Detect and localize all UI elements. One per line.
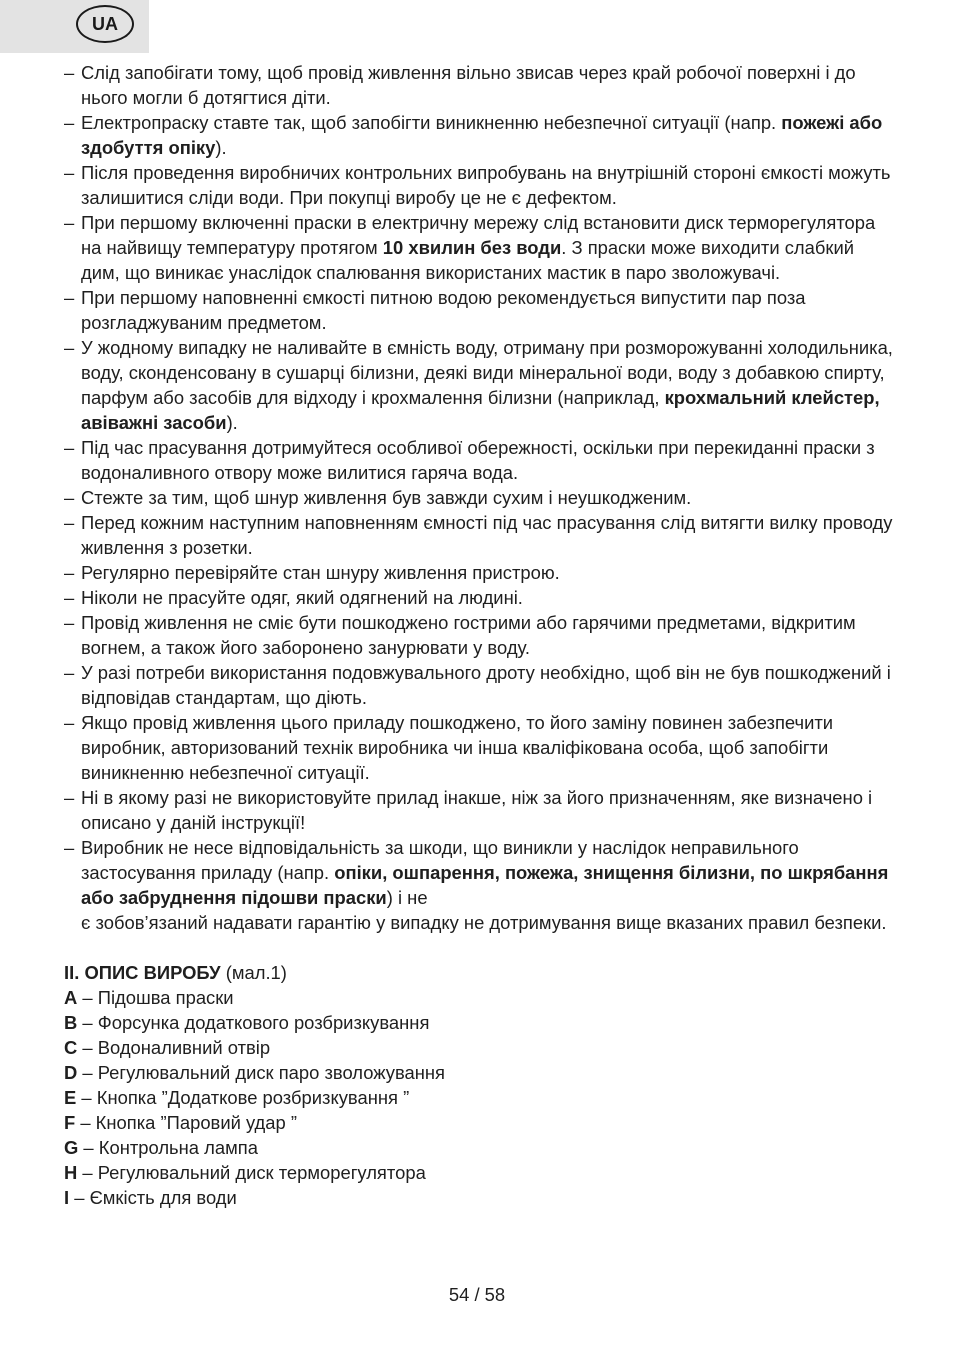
list-item — [64, 210, 894, 285]
part-letter: C — [64, 1037, 78, 1058]
item-text: При першому наповненні ємкості питною водою рекомендується випустити пар поза розгладжуваним предметом. — [81, 287, 806, 333]
part-item — [64, 1010, 894, 1035]
safety-instructions-list — [64, 60, 894, 935]
item-text: . З праски може виходити слабкий дим, що виникає унаслідок спалювання використаних мастик в паро зволожувачі. — [81, 237, 855, 283]
item-text: У разі потреби використання подовжувального дроту необхідно, щоб він не був пошкоджений і відповідав стандартам, що діють. — [81, 662, 891, 708]
item-text: є зобов’язаний надавати гарантію у випадку не дотримування вище вказаних правил безпеки. — [81, 912, 887, 933]
item-text: Перед кожним наступним наповненням ємності під час прасування слід витягти вилку проводу живлення з розетки. — [81, 512, 893, 558]
list-item — [64, 60, 894, 110]
parts-list — [64, 985, 894, 1210]
item-text: Ні в якому разі не використовуйте прилад інакше, ніж за його призначенням, яке визначено і описано у даній інструкції! — [81, 787, 873, 833]
part-letter: G — [64, 1137, 79, 1158]
part-item — [64, 1085, 894, 1110]
section-heading — [64, 960, 894, 985]
part-letter: H — [64, 1162, 78, 1183]
emphasis-text: пожежі або здобуття опіку — [81, 112, 883, 158]
item-text: Якщо провід живлення цього приладу пошкоджено, то його заміну повинен забезпечити виробник, авторизований технік виробника чи інша кваліфікована особа, щоб запобігти виникненню небезпечної ситуації. — [81, 712, 834, 783]
part-letter: D — [64, 1062, 78, 1083]
part-letter: F — [64, 1112, 76, 1133]
item-text: Слід запобігати тому, щоб провід живлення вільно звисав через край робочої поверхні і до нього могли б дотягтися діти. — [81, 62, 856, 108]
part-letter: A — [64, 987, 78, 1008]
list-item — [64, 435, 894, 485]
part-description: – Контрольна лампа — [78, 1137, 258, 1158]
emphasis-text: крохмальний клейстер, авіважні засоби — [81, 387, 880, 433]
list-item — [64, 510, 894, 560]
part-description: – Кнопка ”Додаткове розбризкування ” — [76, 1087, 410, 1108]
part-letter: I — [64, 1187, 70, 1208]
list-item — [64, 610, 894, 660]
item-text: При першому включенні праски в електричну мережу слід встановити диск терморегулятора на найвищу температуру протягом — [81, 212, 876, 258]
list-item — [64, 560, 894, 585]
part-item — [64, 1160, 894, 1185]
list-item — [64, 285, 894, 335]
list-item — [64, 110, 894, 160]
part-description: – Водоналивний отвір — [77, 1037, 271, 1058]
part-item — [64, 1035, 894, 1060]
item-text: ). — [215, 137, 227, 158]
part-description: – Регулювальний диск паро зволожування — [77, 1062, 446, 1083]
list-item — [64, 335, 894, 435]
list-item — [64, 485, 894, 510]
section-figure-ref: (мал.1) — [220, 962, 287, 983]
page-content — [64, 60, 894, 1210]
part-item — [64, 1060, 894, 1085]
item-text: Електропраску ставте так, щоб запобігти виникненню небезпечної ситуації (напр. — [81, 112, 782, 133]
item-text: ) і не — [386, 887, 428, 908]
list-item — [64, 785, 894, 835]
emphasis-text: 10 хвилин без води — [382, 237, 562, 258]
emphasis-text: опіки, ошпарення, пожежа, знищення білизни, по шкрябання або забруднення підошви праски — [81, 862, 889, 908]
item-text: Провід живлення не сміє бути пошкоджено гострими або гарячими предметами, відкритим вогнем, а також його заборонено занурювати у воду. — [81, 612, 856, 658]
part-description: – Форсунка додаткового розбризкування — [77, 1012, 430, 1033]
language-badge: UA — [76, 5, 134, 43]
item-text: Після проведення виробничих контрольних випробувань на внутрішній стороні ємкості можуть залишитися сліди води. При покупці виробу це не є дефектом. — [81, 162, 891, 208]
list-item — [64, 835, 894, 935]
list-item — [64, 160, 894, 210]
item-text: Виробник не несе відповідальність за шкоди, що виникли у наслідок неправильного застосування приладу (напр. — [81, 837, 799, 883]
list-item — [64, 710, 894, 785]
item-text: ). — [226, 412, 238, 433]
part-letter: B — [64, 1012, 78, 1033]
part-description: – Підошва праски — [77, 987, 234, 1008]
item-text: Стежте за тим, щоб шнур живлення був завжди сухим і неушкодженим. — [81, 487, 692, 508]
list-item — [64, 660, 894, 710]
part-item — [64, 1110, 894, 1135]
part-item — [64, 1135, 894, 1160]
section-title: II. ОПИС ВИРОБУ — [64, 962, 221, 983]
page-number: 54 / 58 — [448, 1284, 506, 1305]
item-text: У жодному випадку не наливайте в ємність воду, отриману при розморожуванні холодильника, воду, сконденсовану в сушарці білизни, деякі види мінеральної води, воду з добавкою спирту, парфум або засобів для відходу і крохмалення білизни (наприклад, — [81, 337, 893, 408]
part-description: – Ємкість для води — [69, 1187, 237, 1208]
item-text: Під час прасування дотримуйтеся особливої обережності, оскільки при перекиданні праски з водоналивного отвору може вилитися гаряча вода. — [81, 437, 875, 483]
part-letter: E — [64, 1087, 77, 1108]
item-text: Ніколи не прасуйте одяг, який одягнений на людині. — [81, 587, 523, 608]
language-tab — [0, 0, 149, 53]
part-item — [64, 1185, 894, 1210]
part-description: – Кнопка ”Паровий удар ” — [75, 1112, 297, 1133]
item-text: Регулярно перевіряйте стан шнуру живлення пристрою. — [81, 562, 560, 583]
part-description: – Регулювальний диск терморегулятора — [77, 1162, 426, 1183]
part-item — [64, 985, 894, 1010]
list-item — [64, 585, 894, 610]
